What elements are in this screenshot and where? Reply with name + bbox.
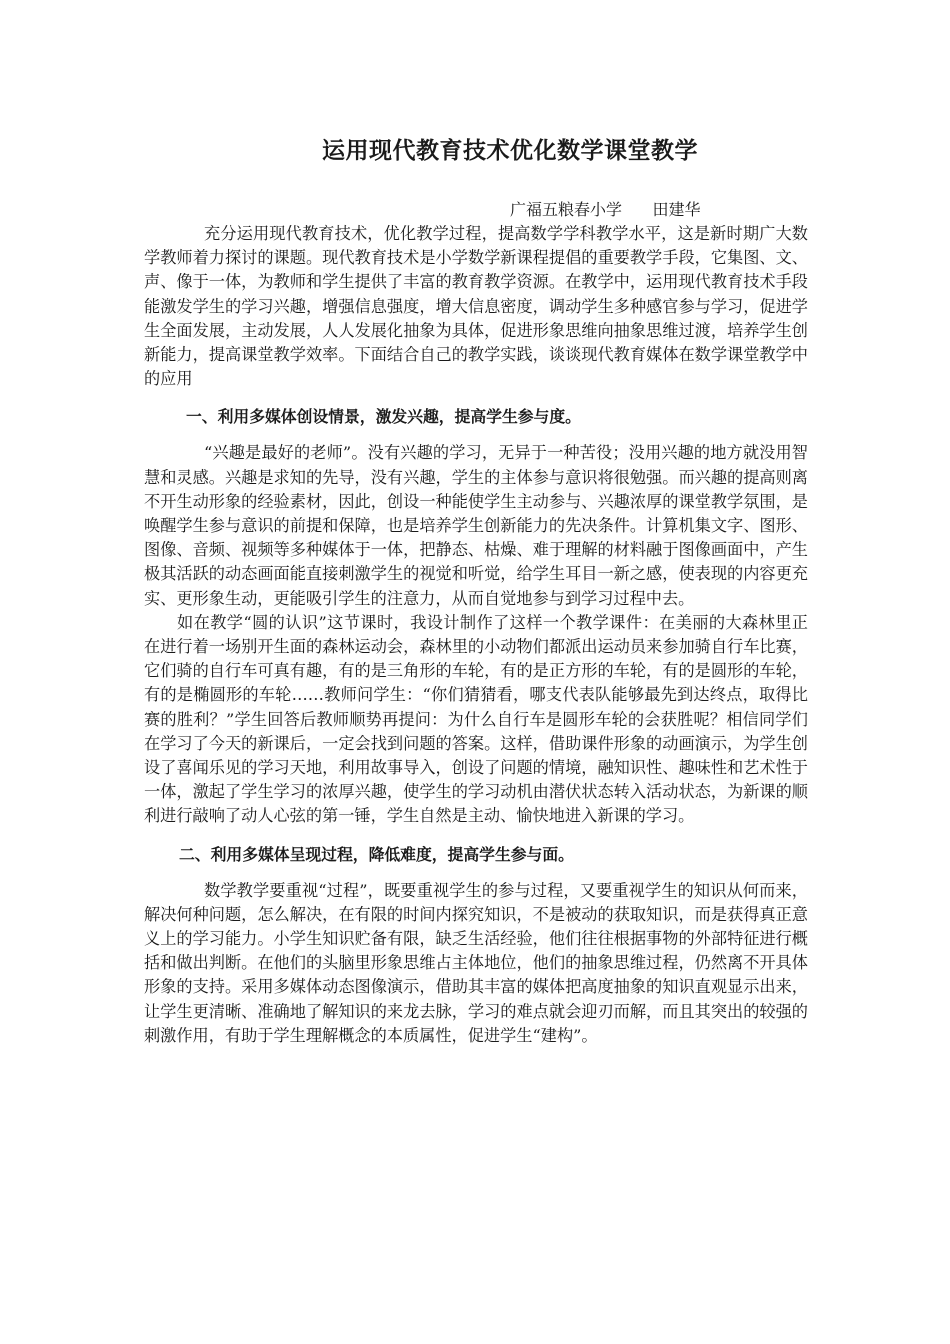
- document-title: 运用现代教育技术优化数学课堂教学: [322, 138, 698, 164]
- section-1-paragraph-1: “兴趣是最好的老师”。没有兴趣的学习，无异于一种苦役；没用兴趣的地方就没用智慧和灵感。兴趣是求知的先导，没有兴趣，学生的主体参与意识将很勉强。而兴趣的提高则离不开生动形象的经验素材，因此，创设一种能使学生主动参与、兴趣浓厚的课堂教学氛围，是唤醒学生参与意识的前提和保障，也是培养学生创新能力的先决条件。计算机集文字、图形、图像、音频、视频等多种媒体于一体，把静态、枯燥、难于理解的材料融于图像画面中，产生极其活跃的动态画面能直接刺激学生的视觉和听觉，给学生耳目一新之感，使表现的内容更充实、更形象生动，更能吸引学生的注意力，从而自觉地参与到学习过程中去。: [144, 443, 808, 608]
- section-2-heading: 二、利用多媒体呈现过程，降低难度，提高学生参与面。: [179, 844, 574, 864]
- intro-paragraph: 充分运用现代教育技术，优化教学过程，提高数学学科教学水平，这是新时期广大数学教师着力探讨的课题。现代教育技术是小学数学新课程提倡的重要教学手段，它集图、文、声、像于一体，为教师和学生提供了丰富的教育教学资源。在教学中，运用现代教育技术手段能激发学生的学习兴趣，增强信息强度，增大信息密度，调动学生多种感官参与学习，促进学生全面发展，主动发展，人人发展化抽象为具体，促进形象思维向抽象思维过渡，培养学生创新能力，提高课堂教学效率。下面结合自己的教学实践，谈谈现代教育媒体在数学课堂教学中的应用: [144, 224, 808, 389]
- section-1-heading: 一、利用多媒体创设情景，激发兴趣，提高学生参与度。: [186, 407, 581, 427]
- document-page: [144, 128, 808, 1048]
- author-byline: 广福五粮春小学 田建华: [510, 200, 701, 219]
- section-1-paragraph-2: 如在教学“圆的认识”这节课时，我设计制作了这样一个教学课件：在美丽的大森林里正在进行着一场别开生面的森林运动会，森林里的小动物们都派出运动员来参加骑自行车比赛，它们骑的自行车可真有趣，有的是三角形的车轮，有的是正方形的车轮，有的是圆形的车轮，有的是椭圆形的车轮……教师问学生：“你们猜猜看，哪支代表队能够最先到达终点，取得比赛的胜利？”学生回答后教师顺势再提问：为什么自行车是圆形车轮的会获胜呢？相信同学们在学习了今天的新课后，一定会找到问题的答案。这样，借助课件形象的动画演示，为学生创设了喜闻乐见的学习天地，利用故事导入，创设了问题的情境，融知识性、趣味性和艺术性于一体，激起了学生学习的浓厚兴趣，使学生的学习动机由潜伏状态转入活动状态，为新课的顺利进行敲响了动人心弦的第一锤，学生自然是主动、愉快地进入新课的学习。: [144, 612, 808, 826]
- section-2-paragraph-1: 数学教学要重视“过程”，既要重视学生的参与过程，又要重视学生的知识从何而来，解决何种问题，怎么解决，在有限的时间内探究知识，不是被动的获取知识，而是获得真正意义上的学习能力。小学生知识贮备有限，缺乏生活经验，他们往往根据事物的外部特征进行概括和做出判断。在他们的头脑里形象思维占主体地位，他们的抽象思维过程，仍然离不开具体形象的支持。采用多媒体动态图像演示，借助其丰富的媒体把高度抽象的知识直观显示出来，让学生更清晰、准确地了解知识的来龙去脉，学习的难点就会迎刃而解，而且其突出的较强的刺激作用，有助于学生理解概念的本质属性，促进学生“建构”。: [144, 880, 808, 1045]
